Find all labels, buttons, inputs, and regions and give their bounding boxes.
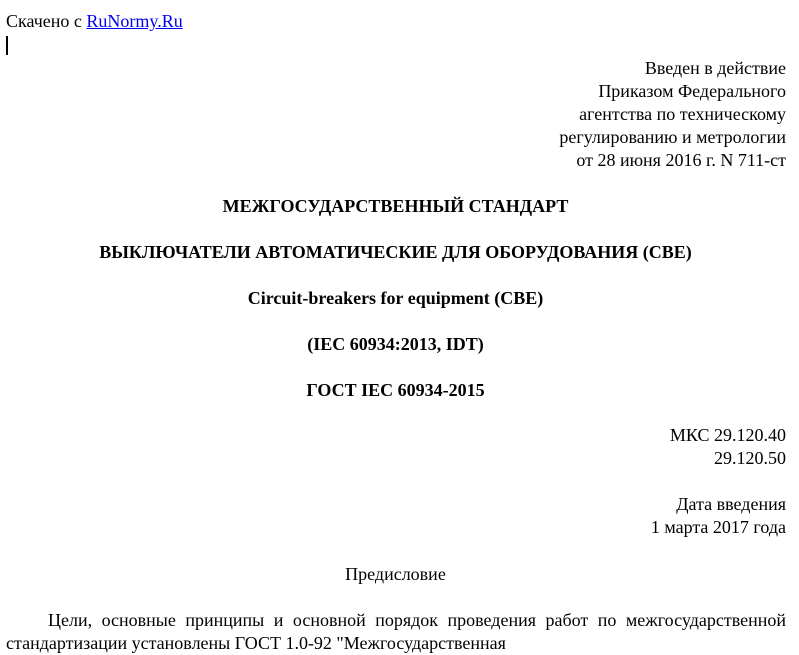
mks-line: МКС 29.120.40 xyxy=(669,425,786,445)
enactment-line: Приказом Федерального xyxy=(598,81,786,101)
standard-type-heading: МЕЖГОСУДАРСТВЕННЫЙ СТАНДАРТ xyxy=(222,196,569,216)
introduction-date-block xyxy=(651,493,786,539)
title-english: Circuit-breakers for equipment (CBE) xyxy=(247,288,544,308)
gost-code: ГОСТ IEC 60934-2015 xyxy=(306,380,485,400)
preface-paragraph: Цели, основные принципы и основной порядок проведения работ по межгосударственной стандартизации установлены ГОСТ 1.0-92 "Межгосударственная xyxy=(6,610,786,653)
source-line xyxy=(6,10,183,33)
enactment-block xyxy=(559,57,786,172)
title-russian: ВЫКЛЮЧАТЕЛИ АВТОМАТИЧЕСКИЕ ДЛЯ ОБОРУДОВАНИЯ (СВЕ) xyxy=(99,242,692,262)
enactment-line: Введен в действие xyxy=(644,58,786,78)
iec-reference: (IEC 60934:2013, IDT) xyxy=(307,334,484,354)
date-value: 1 марта 2017 года xyxy=(650,517,786,537)
runormy-link[interactable]: RuNormy.Ru xyxy=(86,11,183,31)
enactment-line: регулированию и метрологии xyxy=(559,127,786,147)
date-label: Дата введения xyxy=(676,494,786,514)
text-cursor xyxy=(6,36,8,55)
source-prefix: Скачено с xyxy=(6,11,87,31)
preface-heading: Предисловие xyxy=(345,564,446,584)
mks-block xyxy=(670,424,786,470)
enactment-line: агентства по техническому xyxy=(579,104,786,124)
mks-line: 29.120.50 xyxy=(714,448,786,468)
enactment-line: от 28 июня 2016 г. N 711-ст xyxy=(576,150,786,170)
